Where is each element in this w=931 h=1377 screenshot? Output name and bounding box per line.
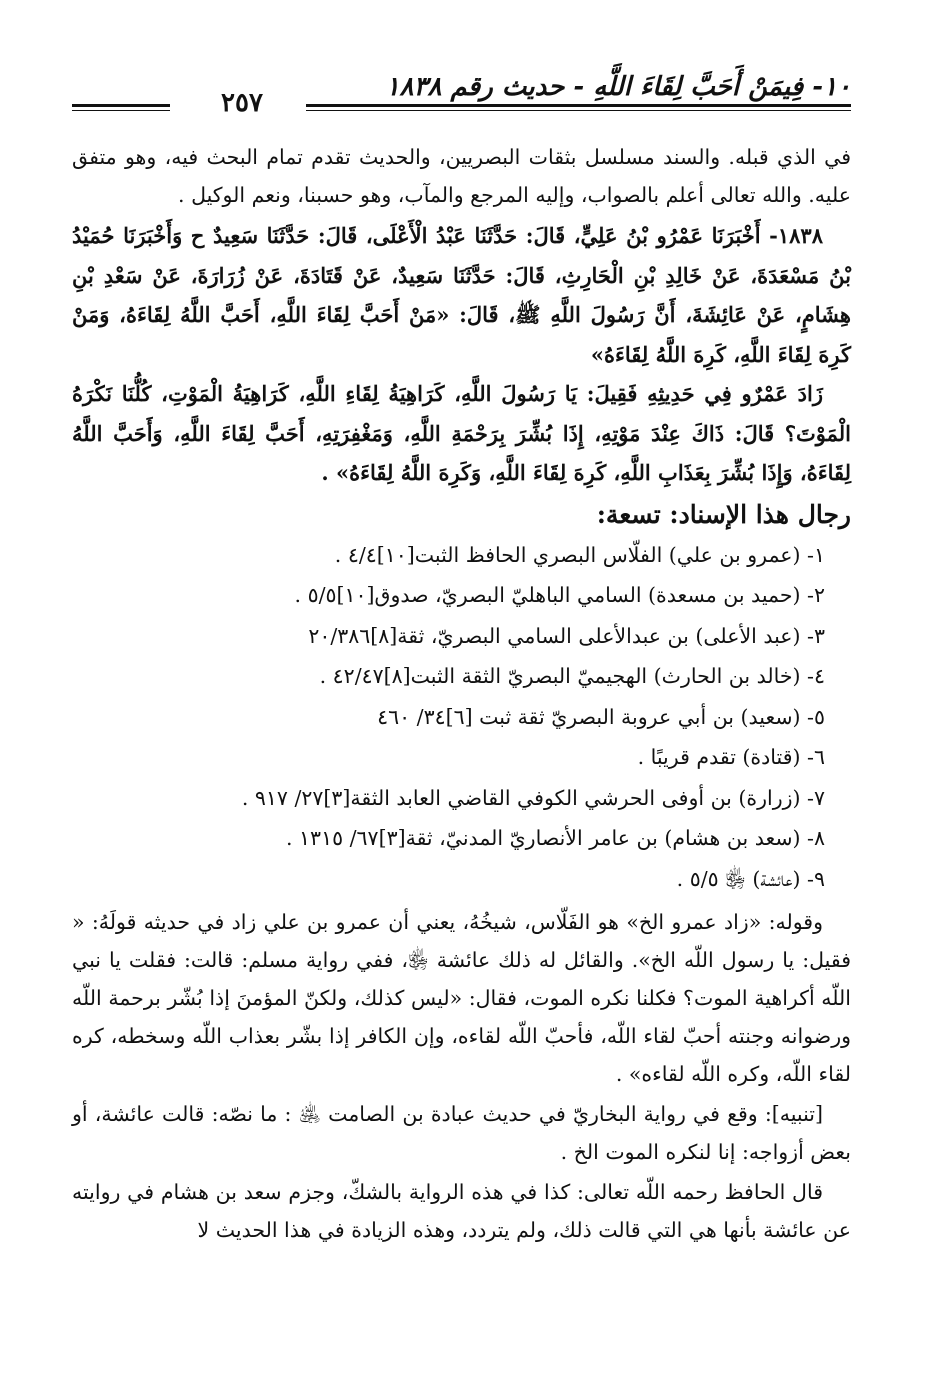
page-body xyxy=(72,138,851,1249)
narrators-heading: رجال هذا الإسناد: تسعة: xyxy=(596,499,851,529)
page-header xyxy=(72,58,851,124)
narrators-list xyxy=(72,535,851,900)
header-rule-left xyxy=(72,104,170,111)
list-item: ٦- (قتادة) تقدم قريبًا . xyxy=(637,745,825,769)
intro-paragraph: في الذي قبله. والسند مسلسل بثقات البصريين، والحديث تقدم تمام البحث فيه، وهو متفق عليه. والله تعالى أعلم بالصواب، وإليه المرجع والمآب، وهو حسبنا، ونعم الوكيل . xyxy=(72,145,851,207)
list-item: ١- (عمرو بن علي) الفلّاس البصري الحافظ الثبت[١٠]٤/٤ . xyxy=(334,542,825,567)
page-number: ٢٥٧ xyxy=(221,88,263,118)
header-rule-right xyxy=(306,104,851,111)
hadith-addition: زَادَ عَمْرٌو فِي حَدِيثِهِ فَقِيلَ: يَا رَسُولَ اللَّهِ، كَرَاهِيَةُ لِقَاءِ اللَّهِ، كَرَاهِيَةُ الْمَوْتِ، كُلُّنَا نَكْرَهُ الْمَوْتَ؟ قَالَ: ذَاكَ عِنْدَ مَوْتِهِ، إِذَا بُشِّرَ بِرَحْمَةِ اللَّهِ، وَمَغْفِرَتِهِ، أَحَبَّ لِقَاءَ اللَّهِ، وَأَحَبَّ اللَّهُ لِقَاءَهُ، وَإِذَا بُشِّرَ بِعَذَابِ اللَّهِ، كَرِهَ لِقَاءَ اللَّهِ، وَكَرِهَ اللَّهُ لِقَاءَهُ» . xyxy=(72,381,851,485)
list-item: ٢- (حميد بن مسعدة) السامي الباهليّ البصريّ، صدوق[١٠]٥/٥ . xyxy=(294,583,825,607)
list-item: ٤- (خالد بن الحارث) الهجيميّ البصريّ الثقة الثبت[٨]٤٢/٤٧ . xyxy=(319,664,825,688)
list-item: ٩- (عائشة) ﵂ ٥/٥ . xyxy=(676,866,825,891)
commentary-paragraph-final: قال الحافظ رحمه اللّه تعالى: كذا في هذه الرواية بالشكّ، وجزم سعد بن هشام في روايته عن عائشة بأنها هي التي قالت ذلك، ولم يتردد، وهذه الزيادة في هذا الحديث لا xyxy=(72,1180,851,1242)
list-item: ٨- (سعد بن هشام) بن عامر الأنصاريّ المدنيّ، ثقة[٣]٦٧/ ١٣١٥ . xyxy=(286,826,825,850)
list-item: ٧- (زرارة) بن أوفى الحرشي الكوفي القاضي العابد الثقة[٣]٢٧/ ٩١٧ . xyxy=(241,785,825,810)
note-paragraph: [تنبيه]: وقع في رواية البخاريّ في حديث عبادة بن الصامت ﵁ : ما نصّه: قالت عائشة، أو بعض أزواجه: إنا لنكره الموت الخ . xyxy=(72,1102,851,1164)
running-title: ١٠- فِيمَنْ أَحَبَّ لِقَاءَ اللَّهِ - حديث رقم ١٨٣٨ xyxy=(385,72,851,102)
list-item: ٥- (سعيد) بن أبي عروبة البصريّ ثقة ثبت [٦]٣٤/ ٤٦٠ xyxy=(377,704,825,729)
hadith-text: ١٨٣٨- أَخْبَرَنَا عَمْرُو بْنُ عَلِيٍّ، قَالَ: حَدَّثَنَا عَبْدُ الْأَعْلَى، قَالَ: حَدَّثَنَا سَعِيدٌ ح وَأَخْبَرَنَا حُمَيْدُ بْنُ مَسْعَدَةَ، عَنْ خَالِدِ بْنِ الْحَارِثِ، قَالَ: حَدَّثَنَا سَعِيدٌ، عَنْ قَتَادَةَ، عَنْ زُرَارَةَ، عَنْ سَعْدِ بْنِ هِشَامٍ، عَنْ عَائِشَةَ، أَنَّ رَسُولَ اللَّهِ ﷺ، قَالَ: «مَنْ أَحَبَّ لِقَاءَ اللَّهِ، أَحَبَّ اللَّهُ لِقَاءَهُ، وَمَنْ كَرِهَ لِقَاءَ اللَّهِ، كَرِهَ اللَّهُ لِقَاءَهُ» xyxy=(72,223,851,367)
commentary-paragraph: وقوله: «زاد عمرو الخ» هو الفَلّاس، شيخُهُ، يعني أن عمرو بن علي زاد في حديثه قولَهُ: « فقيل: يا رسول اللّه الخ». والقائل له ذلك عائشة ﵂، ففي رواية مسلم: قالت: فقلت يا نبي اللّه أكراهية الموت؟ فكلنا نكره الموت، فقال: «ليس كذلك، ولكنّ المؤمنَ إذا بُشّر برحمة اللّه ورضوانه وجنته أحبّ لقاء اللّه، فأحبّ اللّه لقاءه، وإن الكافر إذا بشّر بعذاب اللّه وسخطه، كره لقاء اللّه، وكره اللّه لقاءه» . xyxy=(72,910,851,1086)
list-item: ٣- (عبد الأعلى) بن عبدالأعلى السامي البصريّ، ثقة[٨]٢٠/٣٨٦ xyxy=(308,623,825,648)
